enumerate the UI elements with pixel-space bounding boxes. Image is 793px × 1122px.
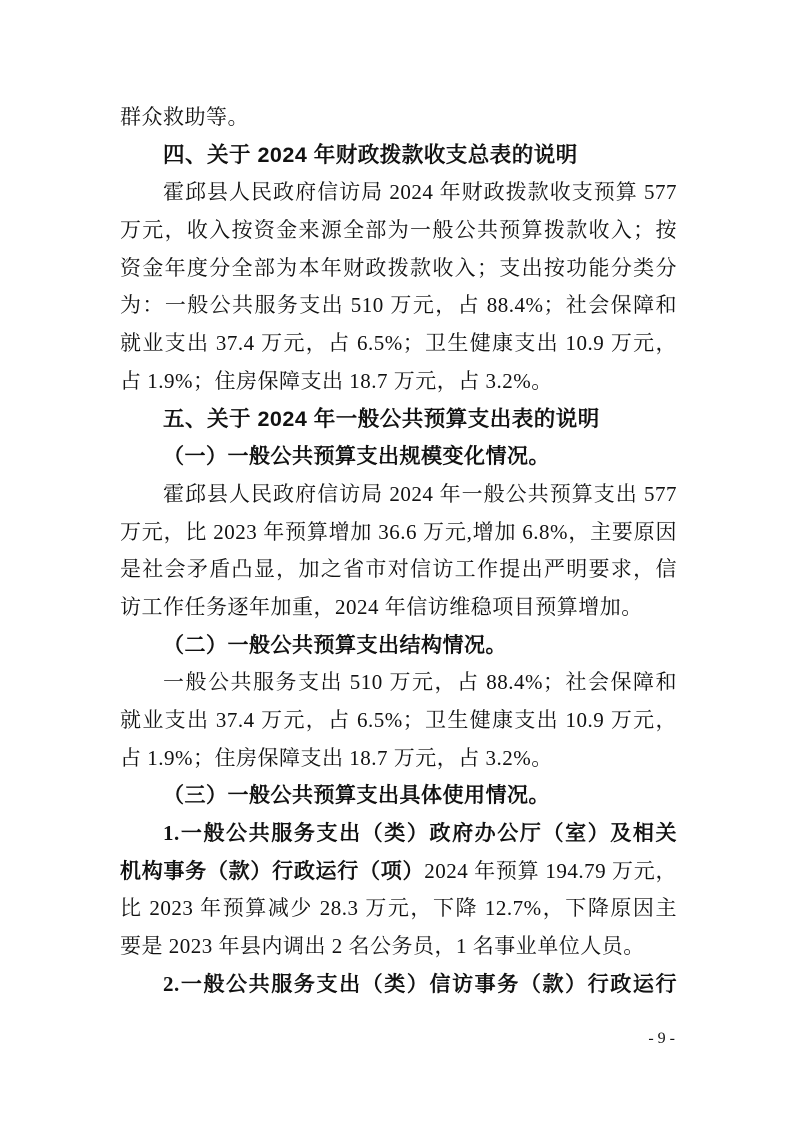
item-1-mixed-line xyxy=(120,853,677,891)
subsection-heading-2: （二）一般公共预算支出结构情况。 xyxy=(163,632,507,657)
paragraph-line: 万元，比 2023 年预算增加 36.6 万元,增加 6.8%，主要原因 xyxy=(120,519,677,544)
item-1-heading-line: 1.一般公共服务支出（类）政府办公厅（室）及相关 xyxy=(163,821,677,846)
paragraph-line: 霍邱县人民政府信访局 2024 年财政拨款收支预算 577 xyxy=(163,180,677,205)
paragraph-end-line: 占 1.9%；住房保障支出 18.7 万元，占 3.2%。 xyxy=(120,368,553,393)
paragraph-end-line: 要是 2023 年县内调出 2 名公务员，1 名事业单位人员。 xyxy=(120,934,645,959)
paragraph-line: 资金年度分全部为本年财政拨款收入；支出按功能分类分 xyxy=(120,255,677,280)
paragraph-line: 为：一般公共服务支出 510 万元，占 88.4%；社会保障和 xyxy=(120,293,677,318)
paragraph-line: 比 2023 年预算减少 28.3 万元，下降 12.7%，下降原因主 xyxy=(120,896,677,921)
paragraph-end-line: 群众救助等。 xyxy=(120,105,249,129)
subsection-heading-3: （三）一般公共预算支出具体使用情况。 xyxy=(163,783,550,808)
document-body xyxy=(120,99,677,1004)
item-1-bold-segment: 机构事务（款）行政运行（项） xyxy=(120,858,425,883)
page-number: - 9 - xyxy=(648,1030,675,1047)
paragraph-end-line: 访工作任务逐年加重，2024 年信访维稳项目预算增加。 xyxy=(120,594,643,619)
section-heading-4: 四、关于 2024 年财政拨款收支总表的说明 xyxy=(163,142,578,167)
item-2-heading-line: 2.一般公共服务支出（类）信访事务（款）行政运行 xyxy=(163,971,677,996)
paragraph-end-line: 占 1.9%；住房保障支出 18.7 万元，占 3.2%。 xyxy=(120,745,553,770)
paragraph-line: 就业支出 37.4 万元，占 6.5%；卫生健康支出 10.9 万元， xyxy=(120,708,677,732)
paragraph-line: 一般公共服务支出 510 万元，占 88.4%；社会保障和 xyxy=(163,670,677,695)
paragraph-line: 就业支出 37.4 万元，占 6.5%；卫生健康支出 10.9 万元， xyxy=(120,331,677,356)
paragraph-line: 是社会矛盾凸显，加之省市对信访工作提出严明要求，信 xyxy=(120,557,677,582)
subsection-heading-1: （一）一般公共预算支出规模变化情况。 xyxy=(163,444,550,469)
paragraph-line: 万元，收入按资金来源全部为一般公共预算拨款收入；按 xyxy=(120,218,677,243)
paragraph-line: 霍邱县人民政府信访局 2024 年一般公共预算支出 577 xyxy=(163,481,677,506)
section-heading-5: 五、关于 2024 年一般公共预算支出表的说明 xyxy=(163,406,600,431)
item-1-regular-segment: 2024 年预算 194.79 万元， xyxy=(424,858,677,883)
